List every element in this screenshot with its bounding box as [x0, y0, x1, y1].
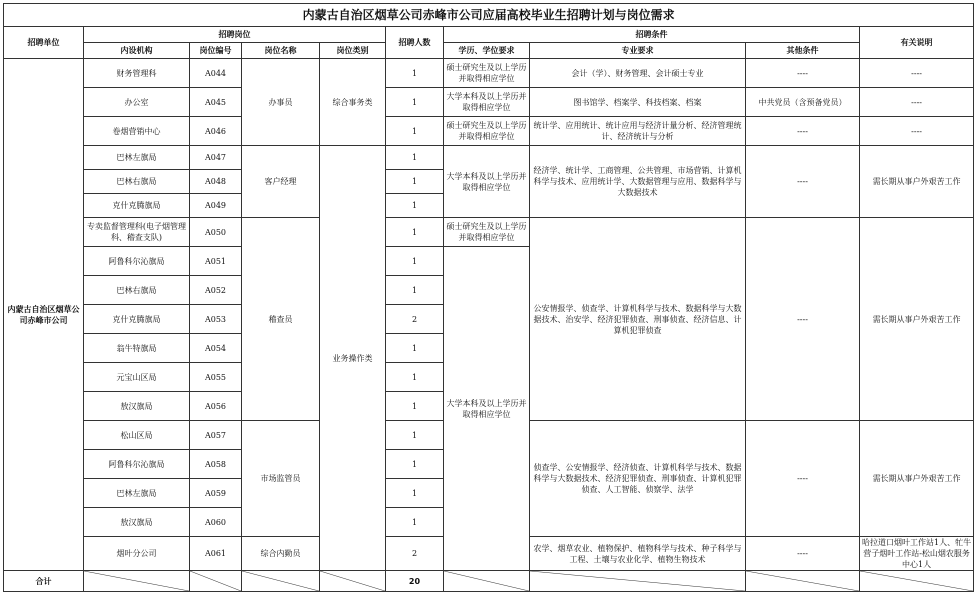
dept-cell: 财务管理科	[84, 59, 190, 88]
header-conditions-group: 招聘条件	[444, 27, 860, 43]
count-cell: 1	[386, 247, 444, 276]
header-category: 岗位类别	[320, 43, 386, 59]
empty-cell	[190, 571, 242, 592]
count-cell: 1	[386, 88, 444, 117]
dept-cell: 烟叶分公司	[84, 537, 190, 571]
code-cell: A045	[190, 88, 242, 117]
recruitment-table-container	[3, 3, 973, 592]
total-label: 合计	[4, 571, 84, 592]
dept-cell: 敖汉旗局	[84, 392, 190, 421]
count-cell: 2	[386, 537, 444, 571]
empty-cell	[444, 571, 530, 592]
other-cell: ----	[746, 117, 860, 146]
dept-cell: 敖汉旗局	[84, 508, 190, 537]
empty-cell	[530, 571, 746, 592]
category-business: 业务操作类	[320, 146, 386, 571]
header-name: 岗位名称	[242, 43, 320, 59]
code-cell: A052	[190, 276, 242, 305]
code-cell: A046	[190, 117, 242, 146]
code-cell: A047	[190, 146, 242, 170]
code-cell: A051	[190, 247, 242, 276]
dept-cell: 专卖监督管理科(电子烟管理科、稽查支队)	[84, 218, 190, 247]
table-row	[4, 88, 974, 117]
total-row	[4, 571, 974, 592]
code-cell: A054	[190, 334, 242, 363]
dept-cell: 阿鲁科尔沁旗局	[84, 450, 190, 479]
code-cell: A050	[190, 218, 242, 247]
other-cell: 中共党员（含预备党员）	[746, 88, 860, 117]
other-cell: ----	[746, 537, 860, 571]
dept-cell: 卷烟营销中心	[84, 117, 190, 146]
count-cell: 1	[386, 421, 444, 450]
dept-cell: 巴林右旗局	[84, 276, 190, 305]
code-cell: A053	[190, 305, 242, 334]
code-cell: A059	[190, 479, 242, 508]
header-count: 招聘人数	[386, 27, 444, 59]
empty-cell	[84, 571, 190, 592]
table-row	[4, 117, 974, 146]
count-cell: 1	[386, 170, 444, 194]
header-notes: 有关说明	[860, 27, 974, 59]
position-inspector: 稽查员	[242, 218, 320, 421]
major-cell: 经济学、统计学、工商管理、公共管理、市场营销、计算机科学与技术、应用统计学、大数据管理与应用、数据科学与大数据技术	[530, 146, 746, 218]
code-cell: A055	[190, 363, 242, 392]
code-cell: A058	[190, 450, 242, 479]
empty-cell	[320, 571, 386, 592]
position-market-supervisor: 市场监管员	[242, 421, 320, 537]
code-cell: A048	[190, 170, 242, 194]
dept-cell: 松山区局	[84, 421, 190, 450]
dept-cell: 巴林左旗局	[84, 479, 190, 508]
position-clerk: 办事员	[242, 59, 320, 146]
header-row-2	[4, 43, 974, 59]
other-cell: ----	[746, 421, 860, 537]
major-cell: 图书馆学、档案学、科技档案、档案	[530, 88, 746, 117]
header-dept: 内设机构	[84, 43, 190, 59]
notes-cell: 哈拉道口烟叶工作站1人、牤牛营子烟叶工作站-松山烟农服务中心1人	[860, 537, 974, 571]
education-cell: 大学本科及以上学历并取得相应学位	[444, 146, 530, 218]
header-education: 学历、学位要求	[444, 43, 530, 59]
other-cell: ----	[746, 218, 860, 421]
code-cell: A056	[190, 392, 242, 421]
notes-cell: 需长期从事户外艰苦工作	[860, 218, 974, 421]
education-cell: 硕士研究生及以上学历并取得相应学位	[444, 117, 530, 146]
code-cell: A061	[190, 537, 242, 571]
count-cell: 1	[386, 146, 444, 170]
count-cell: 1	[386, 117, 444, 146]
education-cell: 硕士研究生及以上学历并取得相应学位	[444, 59, 530, 88]
empty-cell	[746, 571, 860, 592]
count-cell: 1	[386, 363, 444, 392]
other-cell: ----	[746, 59, 860, 88]
notes-cell: 需长期从事户外艰苦工作	[860, 146, 974, 218]
count-cell: 1	[386, 218, 444, 247]
total-count: 20	[386, 571, 444, 592]
dept-cell: 翁牛特旗局	[84, 334, 190, 363]
major-cell: 统计学、应用统计、统计应用与经济计量分析、经济管理统计、经济统计与分析	[530, 117, 746, 146]
empty-cell	[242, 571, 320, 592]
header-row-1	[4, 27, 974, 43]
dept-cell: 克什克腾旗局	[84, 305, 190, 334]
position-account-manager: 客户经理	[242, 146, 320, 218]
header-code: 岗位编号	[190, 43, 242, 59]
position-general-staff: 综合内勤员	[242, 537, 320, 571]
page-title: 内蒙古自治区烟草公司赤峰市公司应届高校毕业生招聘计划与岗位需求	[4, 4, 974, 27]
header-major: 专业要求	[530, 43, 746, 59]
count-cell: 1	[386, 59, 444, 88]
education-cell: 大学本科及以上学历并取得相应学位	[444, 88, 530, 117]
table-row	[4, 218, 974, 247]
major-cell: 侦查学、公安情报学、经济侦查、计算机科学与技术、数据科学与大数据技术、经济犯罪侦查、刑事侦查、计算机犯罪侦查、人工智能、侦察学、法学	[530, 421, 746, 537]
count-cell: 2	[386, 305, 444, 334]
education-cell: 硕士研究生及以上学历并取得相应学位	[444, 218, 530, 247]
count-cell: 1	[386, 450, 444, 479]
major-cell: 公安情报学、侦查学、计算机科学与技术、数据科学与大数据技术、治安学、经济犯罪侦查、刑事侦查、经济信息、计算机犯罪侦查	[530, 218, 746, 421]
header-position-group: 招聘岗位	[84, 27, 386, 43]
unit-name: 内蒙古自治区烟草公司赤峰市公司	[4, 59, 84, 571]
dept-cell: 阿鲁科尔沁旗局	[84, 247, 190, 276]
other-cell: ----	[746, 146, 860, 218]
dept-cell: 元宝山区局	[84, 363, 190, 392]
dept-cell: 办公室	[84, 88, 190, 117]
category-general: 综合事务类	[320, 59, 386, 146]
dept-cell: 巴林右旗局	[84, 170, 190, 194]
dept-cell: 巴林左旗局	[84, 146, 190, 170]
code-cell: A049	[190, 194, 242, 218]
major-cell: 农学、烟草农业、植物保护、植物科学与技术、种子科学与工程、土壤与农业化学、植物生物技术	[530, 537, 746, 571]
dept-cell: 克什克腾旗局	[84, 194, 190, 218]
table-row	[4, 59, 974, 88]
count-cell: 1	[386, 334, 444, 363]
code-cell: A057	[190, 421, 242, 450]
major-cell: 会计（学）、财务管理、会计硕士专业	[530, 59, 746, 88]
count-cell: 1	[386, 194, 444, 218]
education-cell: 大学本科及以上学历并取得相应学位	[444, 247, 530, 571]
table-row	[4, 146, 974, 170]
notes-cell: ----	[860, 117, 974, 146]
code-cell: A044	[190, 59, 242, 88]
count-cell: 1	[386, 508, 444, 537]
empty-cell	[860, 571, 974, 592]
count-cell: 1	[386, 392, 444, 421]
notes-cell: ----	[860, 88, 974, 117]
code-cell: A060	[190, 508, 242, 537]
count-cell: 1	[386, 276, 444, 305]
title-row	[4, 4, 974, 27]
header-unit: 招聘单位	[4, 27, 84, 59]
count-cell: 1	[386, 479, 444, 508]
notes-cell: 需长期从事户外艰苦工作	[860, 421, 974, 537]
recruitment-table	[3, 3, 974, 592]
notes-cell: ----	[860, 59, 974, 88]
header-other: 其他条件	[746, 43, 860, 59]
